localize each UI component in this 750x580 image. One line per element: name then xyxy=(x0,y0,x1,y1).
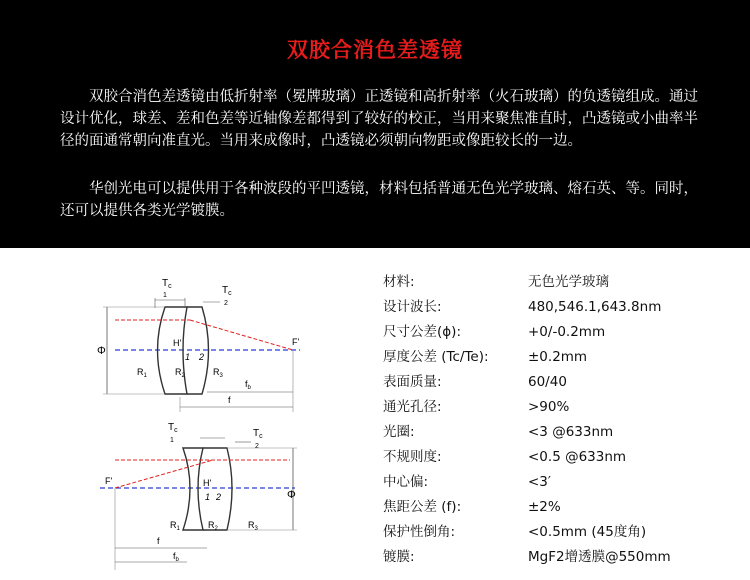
element-2-label: 2 xyxy=(216,492,222,502)
spec-value: ±2% xyxy=(528,499,561,515)
spec-label: 镀膜: xyxy=(383,549,415,565)
focus-label: F' xyxy=(292,337,300,347)
spec-row xyxy=(383,470,743,495)
r2-label: $R_2$ xyxy=(175,367,185,379)
header-banner xyxy=(0,0,750,248)
spec-value: MgF2增透膜@550mm xyxy=(528,549,671,565)
tc1-index: 1 xyxy=(170,437,174,444)
tc1-label: $T_c$ xyxy=(162,278,172,290)
spec-value: >90% xyxy=(528,399,570,415)
r1-label: $R_1$ xyxy=(137,367,147,379)
focal-length-label: f xyxy=(228,395,231,405)
spec-value: <0.5 @633nm xyxy=(528,449,627,465)
spec-row xyxy=(383,545,743,570)
diameter-label: Φ xyxy=(97,345,106,357)
spec-row xyxy=(383,370,743,395)
spec-row xyxy=(383,320,743,345)
r3-label: $R_3$ xyxy=(213,367,223,379)
spec-label: 不规则度: xyxy=(383,449,442,465)
spec-value: ±0.2mm xyxy=(528,349,588,365)
spec-value: <3′ xyxy=(528,474,551,490)
doublet-diverge-diagram xyxy=(95,418,310,573)
r3-label: $R_3$ xyxy=(248,520,258,532)
spec-value: 60/40 xyxy=(528,374,567,390)
spec-value: 无色光学玻璃 xyxy=(528,274,609,290)
element-2-label: 2 xyxy=(199,352,205,362)
page-title: 双胶合消色差透镜 xyxy=(287,38,463,62)
spec-row xyxy=(383,345,743,370)
r2-label: $R_2$ xyxy=(208,520,218,532)
spec-row xyxy=(383,520,743,545)
back-focal-label: $f_b$ xyxy=(245,379,251,391)
spec-label: 光圈: xyxy=(383,424,415,440)
principal-plane-label: H' xyxy=(173,338,182,348)
supply-paragraph: 华创光电可以提供用于各种波段的平凹透镜，材料包括普通无色光学玻璃、熔石英、等。同时，还可以提供各类光学镀膜。 xyxy=(60,181,698,219)
tc2-index: 2 xyxy=(224,300,228,307)
spec-label: 厚度公差 (Tc/Te): xyxy=(383,349,489,365)
tc1-label: $T_c$ xyxy=(168,422,178,434)
spec-value: <0.5mm (45度角) xyxy=(528,524,647,540)
tc1-index: 1 xyxy=(163,292,167,299)
focus-label: F' xyxy=(105,476,113,486)
doublet-focus-diagram xyxy=(95,272,310,417)
r1-label: $R_1$ xyxy=(170,520,180,532)
description-paragraph: 双胶合消色差透镜由低折射率（冕牌玻璃）正透镜和高折射率（火石玻璃）的负透镜组成。通过设计优化，球差、差和色差等近轴像差都得到了较好的校正，当用来聚焦准直时，凸透镜或小曲率半径的面通常朝向准直光。当用来成像时，凸透镜必须朝向物距或像距较长的一边。 xyxy=(60,89,698,149)
spec-label: 焦距公差 (f): xyxy=(383,499,462,515)
spec-row xyxy=(383,270,743,295)
element-1-label: 1 xyxy=(185,352,191,362)
spec-value: +0/-0.2mm xyxy=(528,324,606,340)
tc2-index: 2 xyxy=(255,443,259,450)
spec-label: 保护性倒角: xyxy=(383,524,456,540)
spec-value: <3 @633nm xyxy=(528,424,614,440)
ray xyxy=(190,320,293,350)
spec-label: 设计波长: xyxy=(383,299,442,315)
spec-label: 中心偏: xyxy=(383,474,429,490)
spec-label: 表面质量: xyxy=(383,374,442,390)
principal-plane-label: H' xyxy=(203,478,212,488)
spec-label: 尺寸公差(ϕ): xyxy=(383,324,461,340)
spec-label: 材料: xyxy=(383,274,415,290)
spec-row xyxy=(383,295,743,320)
spec-row xyxy=(383,420,743,445)
tc2-label: $T_c$ xyxy=(253,428,263,440)
spec-row xyxy=(383,495,743,520)
spec-row xyxy=(383,395,743,420)
spec-label: 通光孔径: xyxy=(383,399,442,415)
spec-value: 480,546.1,643.8nm xyxy=(528,299,662,315)
focal-length-label: f xyxy=(157,536,160,546)
back-focal-label: $f_b$ xyxy=(173,551,179,563)
tc2-label: $T_c$ xyxy=(222,285,232,297)
diameter-label: Φ xyxy=(287,489,296,501)
element-1-label: 1 xyxy=(205,492,211,502)
spec-row xyxy=(383,445,743,470)
